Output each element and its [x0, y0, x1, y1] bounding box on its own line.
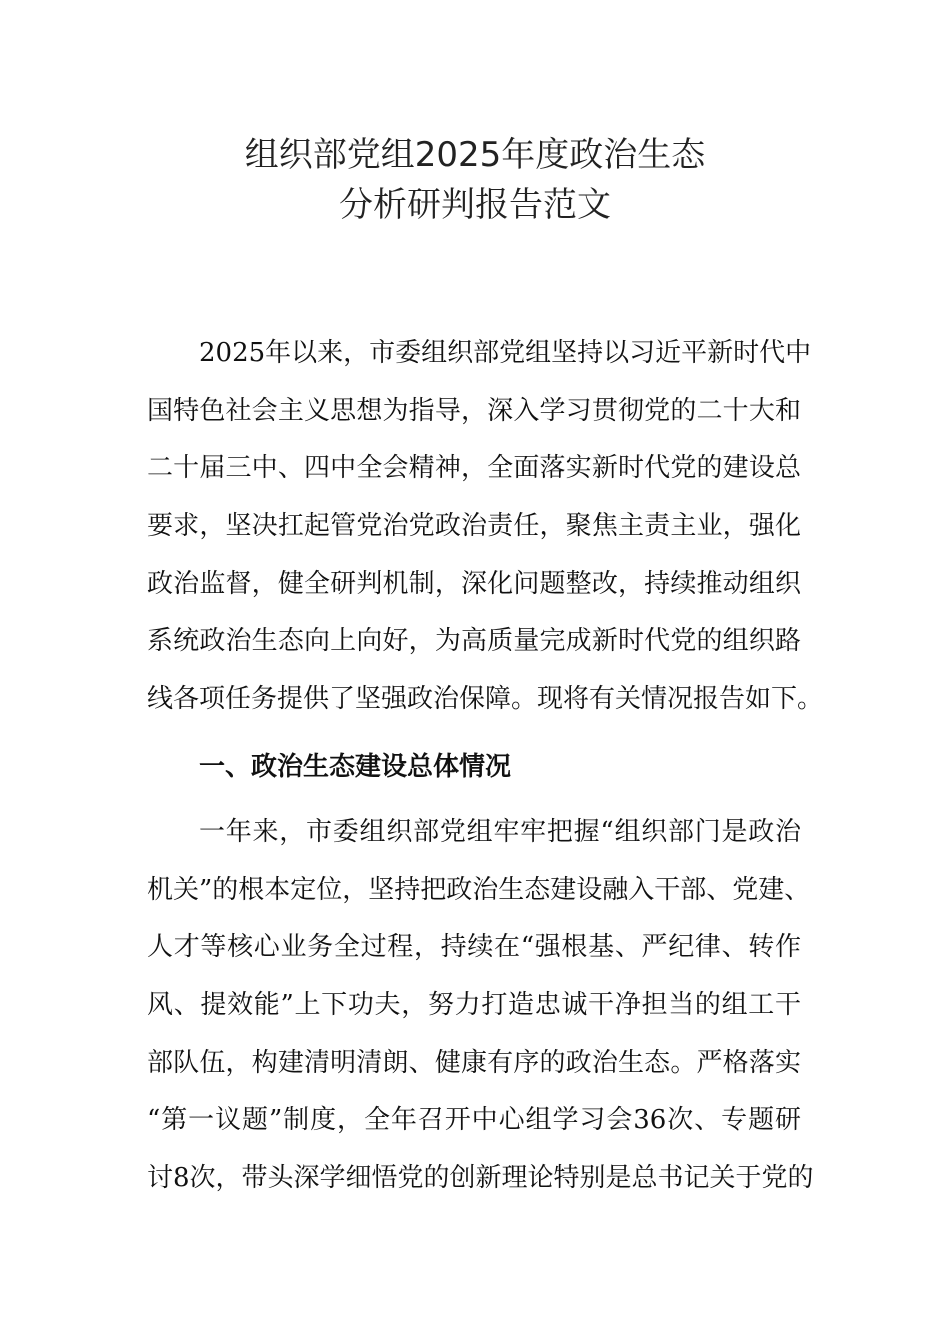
- text-line: 线各项任务提供了坚强政治保障。现将有关情况报告如下。: [147, 684, 824, 714]
- section-heading: 一、政治生态建设总体情况: [199, 752, 512, 782]
- text-line: 机关”的根本定位，坚持把政治生态建设融入干部、党建、: [147, 875, 811, 905]
- text-line: 二十届三中、四中全会精神，全面落实新时代党的建设总: [147, 453, 801, 483]
- text-line: 一年来，市委组织部党组牢牢把握“组织部门是政治: [199, 817, 801, 847]
- text-line: 部队伍，构建清明清朗、健康有序的政治生态。严格落实: [147, 1048, 801, 1078]
- text-line: 国特色社会主义思想为指导，深入学习贯彻党的二十大和: [147, 396, 801, 426]
- text-line: “第一议题”制度，全年召开中心组学习会36次、专题研: [147, 1105, 801, 1135]
- text-line: 系统政治生态向上向好，为高质量完成新时代党的组织路: [147, 626, 801, 656]
- title-line-2: 分析研判报告范文: [339, 185, 611, 225]
- text-line: 要求，坚决扛起管党治党政治责任，聚焦主责主业，强化: [147, 511, 801, 541]
- text-line: 政治监督，健全研判机制，深化问题整改，持续推动组织: [147, 569, 801, 599]
- text-line: 人才等核心业务全过程，持续在“强根基、严纪律、转作: [147, 932, 801, 962]
- text-line: 2025年以来，市委组织部党组坚持以习近平新时代中: [199, 338, 812, 368]
- text-line: 风、提效能”上下功夫，努力打造忠诚干净担当的组工干: [147, 990, 801, 1020]
- title-line-1: 组织部党组2025年度政治生态: [244, 135, 706, 175]
- text-line: 讨8次，带头深学细悟党的创新理论特别是总书记关于党的: [147, 1163, 814, 1193]
